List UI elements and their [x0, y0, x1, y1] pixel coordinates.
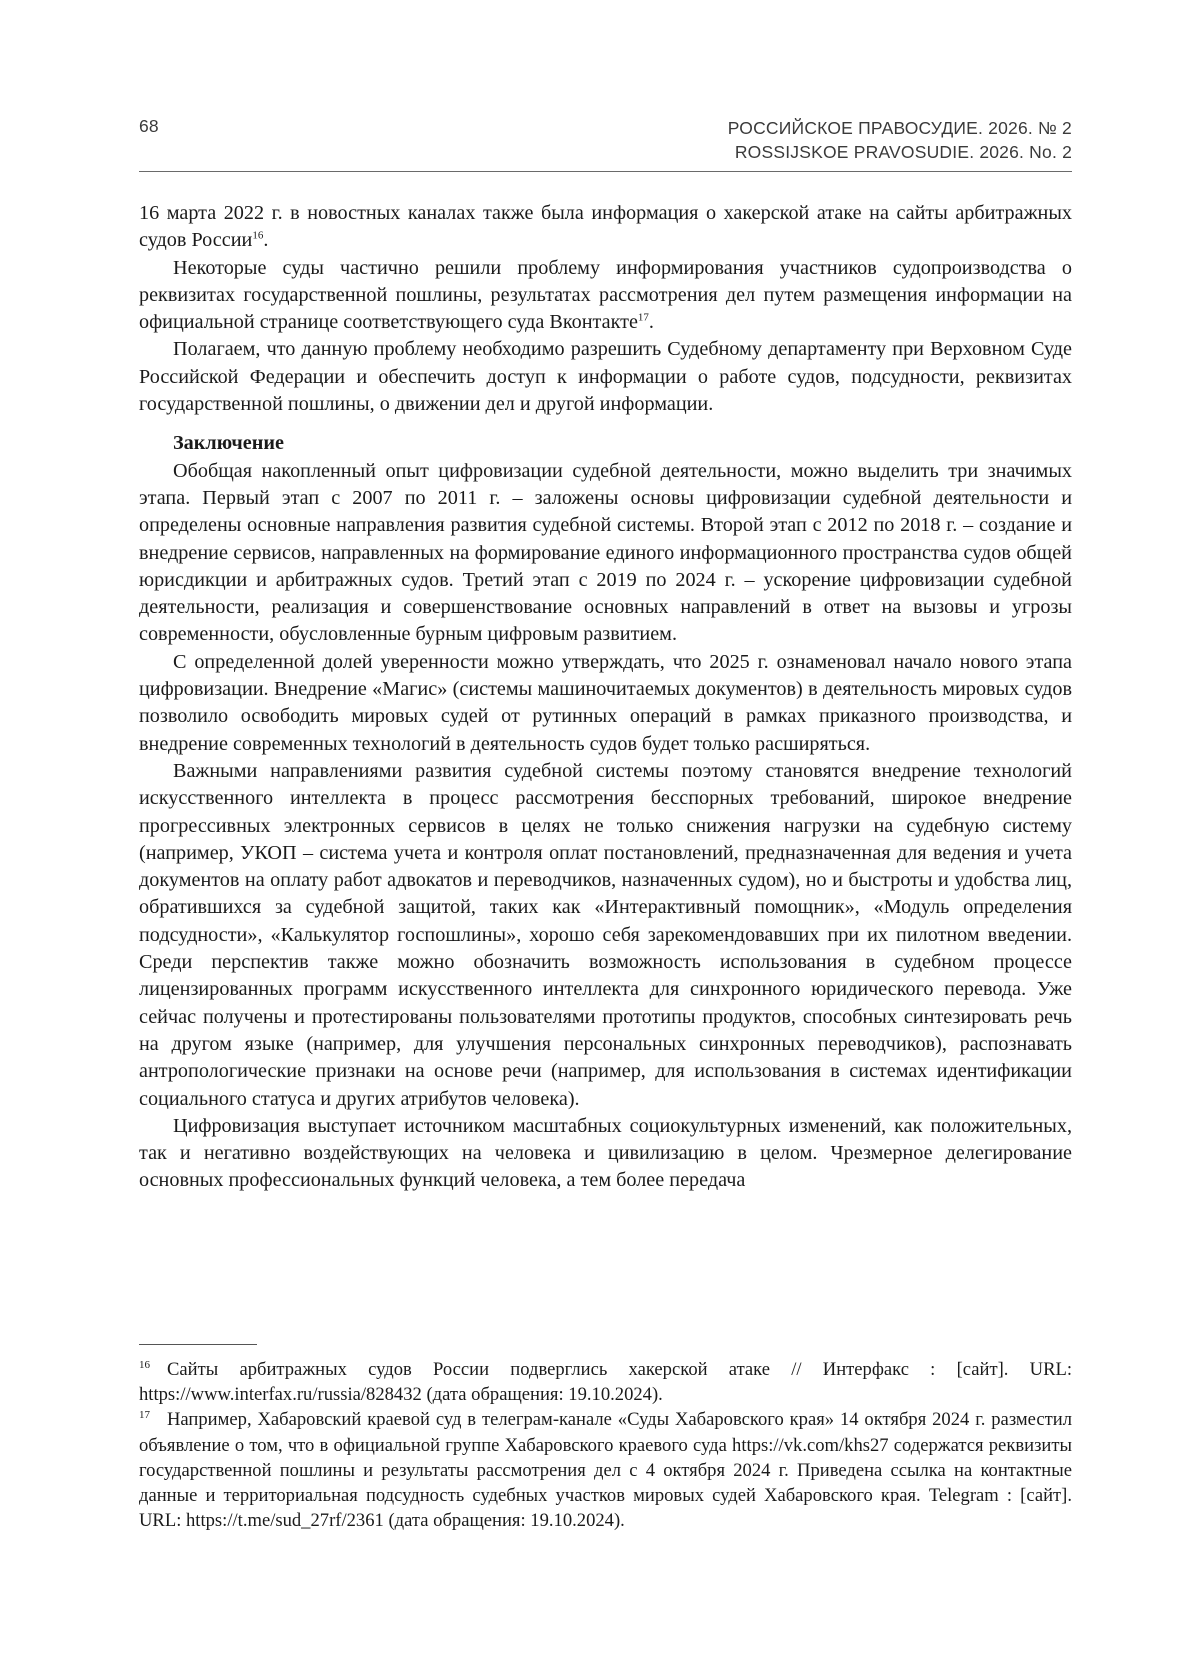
footnote-ref-16: 16 [252, 229, 264, 242]
journal-title-en: ROSSIJSKOE PRAVOSUDIE. 2026. No. 2 [734, 142, 1072, 162]
journal-title [728, 116, 1072, 164]
paragraph-5: С определенной долей уверенности можно утверждать, что 2025 г. ознаменовал начало нового этапа цифровизации. Внедрение «Магис» (системы машиночитаемых документов) в деятельность мировых судов позволило освободить мировых судей от рутинных операций в рамках приказного производства, и внедрение современных технологий в деятельность судов будет только расширяться. [139, 650, 1072, 755]
article-body [139, 200, 1072, 1195]
paragraph-4: Обобщая накопленный опыт цифровизации судебной деятельности, можно выделить три значимых этапа. Первый этап с 2007 по 2011 г. – заложены основы цифровизации судебной деятельности и определены основные направления развития судебной системы. Второй этап с 2012 по 2018 г. – создание и внедрение сервисов, направленных на формирование единого информационного пространства судов общей юрисдикции и арбитражных судов. Третий этап с 2019 по 2024 г. – ускорение цифровизации судебной деятельности, реализация и совершенствование основных направлений в ответ на вызовы и угрозы современности, обусловленные бурным цифровым развитием. [139, 459, 1072, 646]
journal-page [139, 112, 1072, 1532]
paragraph-1-end: . [263, 229, 269, 252]
header-divider [139, 171, 1072, 172]
paragraph-2-end: . [648, 311, 654, 334]
paragraph-2-text: Некоторые суды частично решили проблему информирования участников судопроизводства о реквизитах государственной пошлины, результатах рассмотрения дел путем размещения информации на официальной странице соответствующего суда Вконтакте [139, 256, 1072, 334]
footnote-text: Например, Хабаровский краевой суд в телеграм-канале «Суды Хабаровского края» 14 октября 2024 г. разместил объявление о том, что в официальной группе Хабаровского краевого суда https://vk.com/khs27 содержатся реквизиты государственной пошлины и результаты рассмотрения дел с 4 октября 2024 г. Приведена ссылка на контактные данные и территориальная подсудность судебных участков мировых судей Хабаровского края. Telegram : [сайт]. URL: https://t.me/sud_27rf/2361 (дата обращения: 19.10.2024). [139, 1409, 1072, 1532]
footnote-16: 16 Сайты арбитражных судов России подверглись хакерской атаке // Интерфакс : [сайт]. URL: https://www.interfax.ru/russia/828432 (дата обращения: 19.10.2024). [139, 1358, 1072, 1406]
paragraph-1 [139, 200, 1072, 255]
footnote-text: Сайты арбитражных судов России подверглись хакерской атаке // Интерфакс : [сайт]. URL: https://www.interfax.ru/russia/828432 (дата обращения: 19.10.2024). [139, 1359, 1072, 1406]
journal-title-ru: РОССИЙСКОЕ ПРАВОСУДИЕ. 2026. № 2 [727, 118, 1072, 138]
paragraph-7: Цифровизация выступает источником масштабных социокультурных изменений, как положительных, так и негативно воздействующих на человека и цивилизацию в целом. Чрезмерное делегирование основных профессиональных функций человека, а тем более передача [139, 1114, 1072, 1192]
footnotes [139, 1357, 1072, 1533]
page-number: 68 [139, 116, 159, 136]
footnote-17: 17 Например, Хабаровский краевой суд в телеграм-канале «Суды Хабаровского края» 14 октября 2024 г. разместил объявление о том, что в официальной группе Хабаровского краевого суда https://vk.com/khs27 содержатся реквизиты государственной пошлины и результаты рассмотрения дел с 4 октября 2024 г. Приведена ссылка на контактные данные и территориальная подсудность судебных участков мировых судей Хабаровского края. Telegram : [сайт]. URL: https://t.me/sud_27rf/2361 (дата обращения: 19.10.2024). [139, 1409, 1072, 1532]
footnote-divider [139, 1344, 257, 1345]
running-header [139, 112, 1072, 164]
paragraph-3: Полагаем, что данную проблему необходимо разрешить Судебному департаменту при Верховном Суде Российской Федерации и обеспечить доступ к информации о работе судов, подсудности, реквизитах государственной пошлины, о движении дел и другой информации. [139, 338, 1072, 416]
paragraph-6: Важными направлениями развития судебной системы поэтому становятся внедрение технологий искусственного интеллекта в процесс рассмотрения бесспорных требований, широкое внедрение прогрессивных электронных сервисов в целях не только снижения нагрузки на судебную систему (например, УКОП – система учета и контроля оплат постановлений, предназначенная для ведения и учета документов на оплату работ адвокатов и переводчиков, назначенных судом), но и быстроты и удобства лиц, обратившихся за судебной защитой, таких как «Интерактивный помощник», «Модуль определения подсудности», «Калькулятор госпошлины», хорошо себя зарекомендовавших при их пилотном введении. Среди перспектив также можно обозначить возможность использования в судебном процессе лицензированных программ искусственного интеллекта для синхронного юридического перевода. Уже сейчас получены и протестированы пользователями прототипы продуктов, способных синтезировать речь на другом языке (например, для улучшения персональных синхронных переводчиков), распознавать антропологические признаки на основе речи (например, для использования в системах идентификации социального статуса и других атрибутов человека). [139, 759, 1072, 1110]
paragraph-2 [139, 255, 1072, 337]
footnote-ref-17: 17 [637, 311, 649, 324]
section-heading-conclusion: Заключение [173, 432, 284, 455]
paragraph-1-text: 16 марта 2022 г. в новостных каналах также была информация о хакерской атаке на сайты арбитражных судов России [139, 202, 1072, 252]
